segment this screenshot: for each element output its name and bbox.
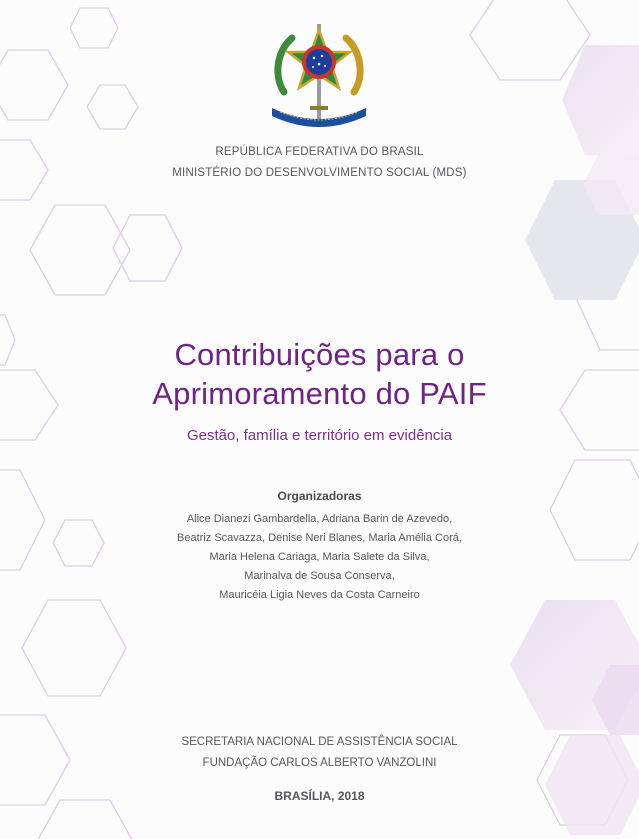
footer-secretariat: SECRETARIA NACIONAL DE ASSISTÊNCIA SOCIAL (181, 736, 458, 748)
header-republic: REPÚBLICA FEDERATIVA DO BRASIL (215, 146, 424, 158)
organizers-line: Mauricéia Ligia Neves da Costa Carneiro (219, 589, 420, 601)
hexagon-pink-top (562, 45, 639, 155)
header-ministry: MINISTÉRIO DO DESENVOLVIMENTO SOCIAL (MDS) (172, 167, 467, 179)
document-subtitle: Gestão, família e território em evidência (186, 427, 453, 444)
organizers-line: Beatriz Scavazza, Denise Neri Blanes, Maria Amélia Corá, (177, 532, 462, 544)
hexagon-pink-bottom-right (545, 735, 639, 835)
organizers-list (0, 510, 639, 605)
document-title-line1: Contribuições para o (174, 337, 465, 372)
organizers-line: Alice Dianezi Gambardella, Adriana Barin de Azevedo, (186, 513, 453, 525)
coat-of-arms-icon (266, 22, 372, 132)
document-title-line2: Aprimoramento do PAIF (152, 376, 487, 411)
organizers-heading: Organizadoras (277, 489, 362, 503)
organizers-line: Maria Helena Cariaga, Maria Salete da Silva, (209, 551, 430, 563)
footer-place-year: BRASÍLIA, 2018 (274, 789, 365, 803)
organizers-line: Marinalva de Sousa Conserva, (244, 570, 395, 582)
footer-foundation: FUNDAÇÃO CARLOS ALBERTO VANZOLINI (202, 757, 437, 769)
